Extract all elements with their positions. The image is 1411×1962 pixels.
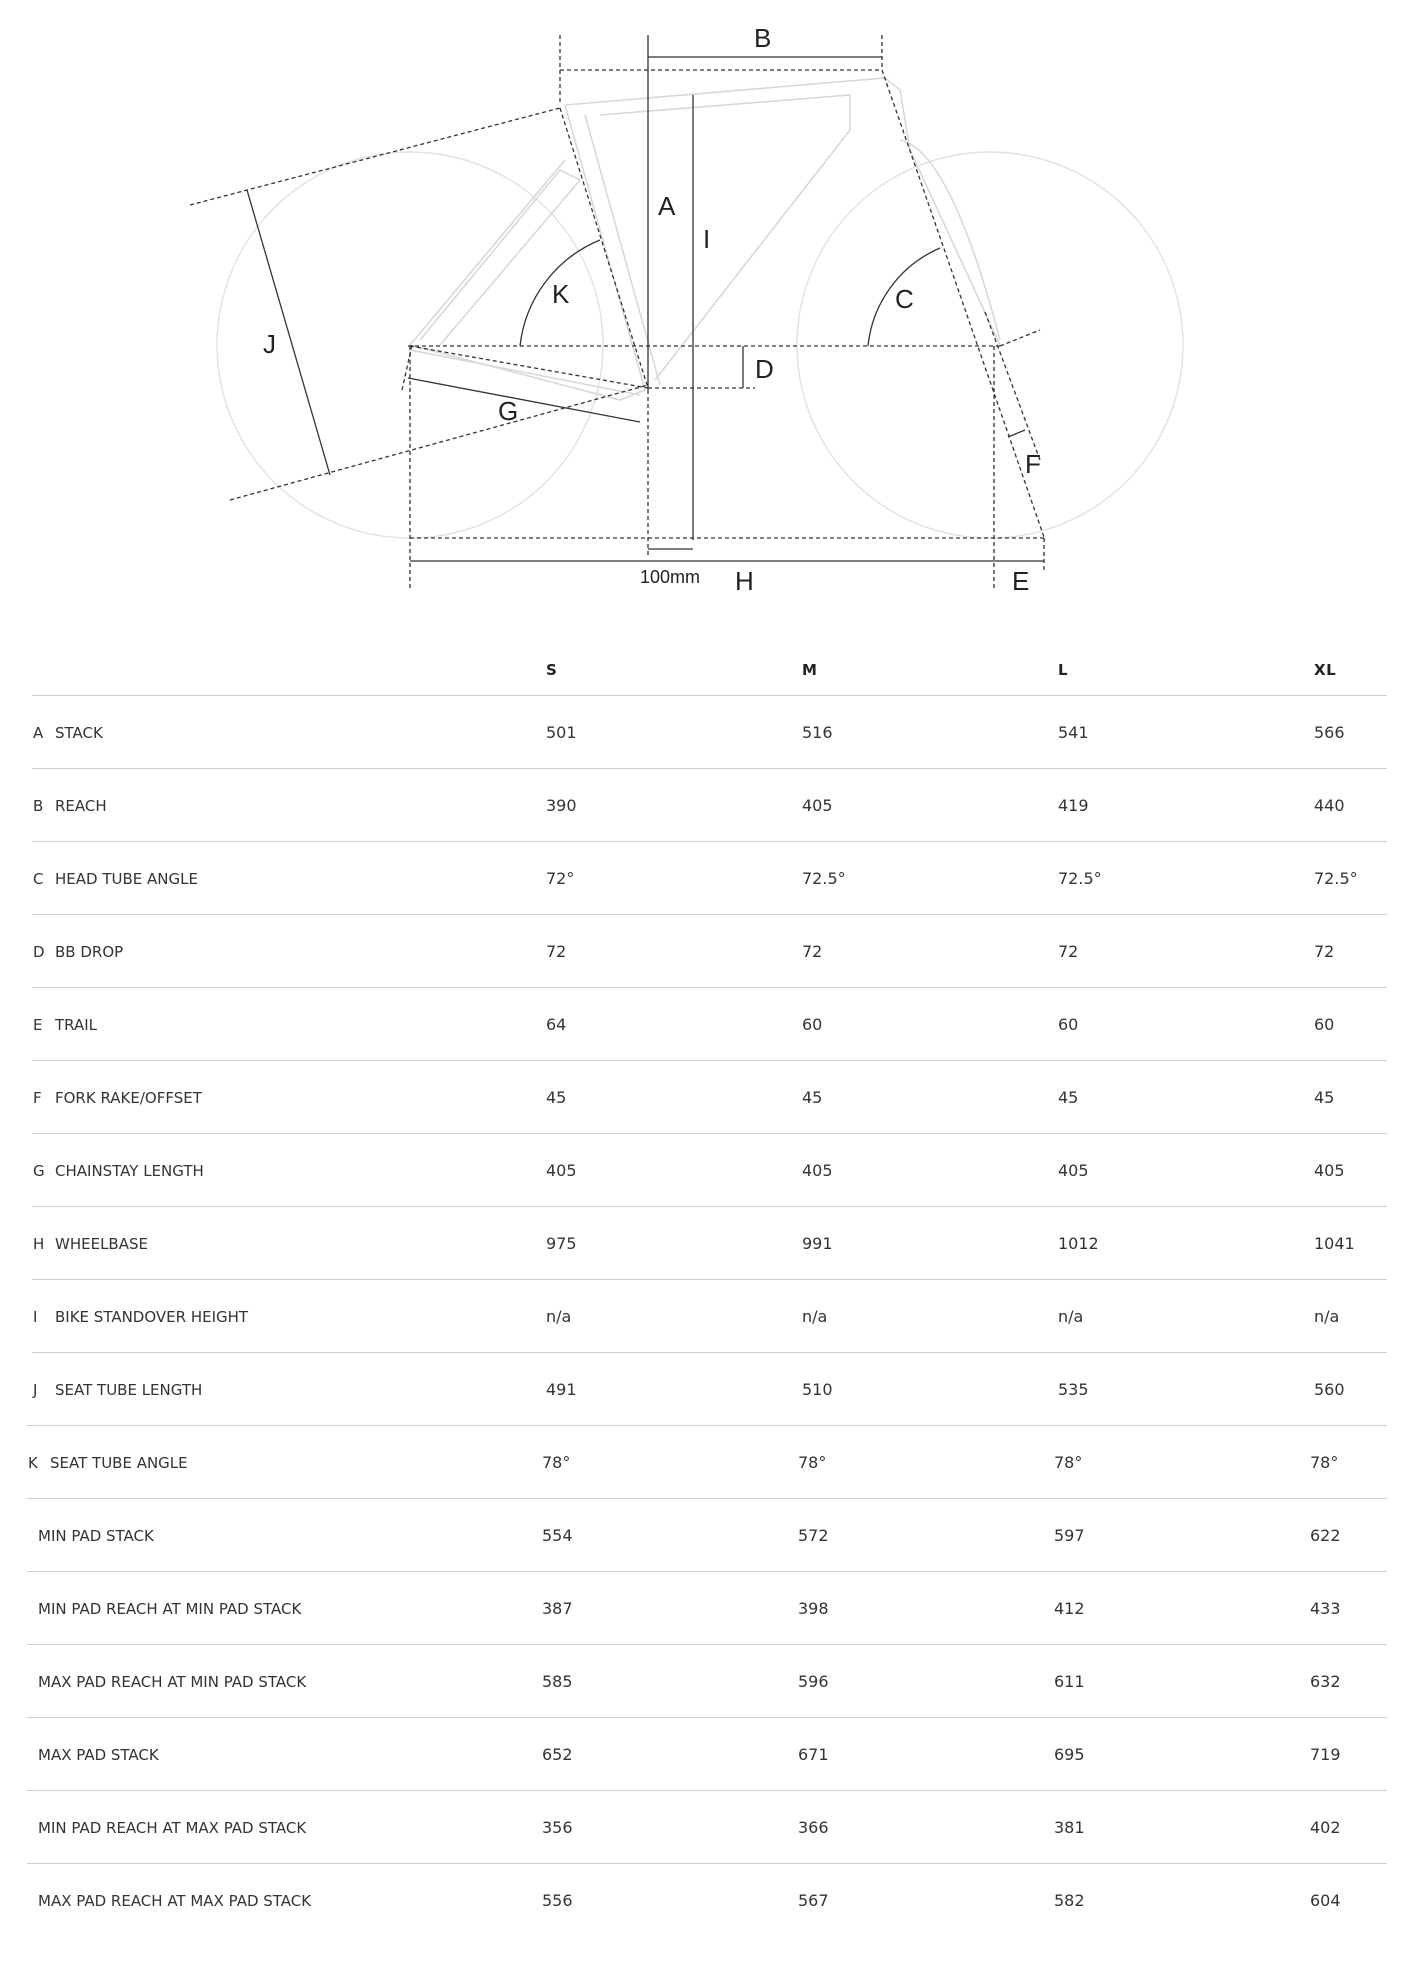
front-wheel	[797, 152, 1183, 538]
label-k: K	[552, 279, 570, 309]
cell-l: 78°	[1054, 1453, 1083, 1472]
row-name: TRAIL	[55, 1016, 98, 1034]
row-letter: B	[33, 797, 44, 815]
column-header-l: L	[1058, 661, 1069, 679]
cell-xl: n/a	[1314, 1307, 1340, 1326]
cell-l: 381	[1054, 1818, 1085, 1837]
cell-s: 72	[546, 942, 567, 961]
row-name: SEAT TUBE LENGTH	[55, 1381, 203, 1399]
table-row	[0, 914, 1411, 987]
row-label	[33, 1016, 97, 1034]
row-name: BB DROP	[55, 943, 124, 961]
row-name: REACH	[55, 797, 107, 815]
row-name: MIN PAD STACK	[38, 1527, 154, 1545]
row-divider	[32, 768, 1387, 769]
table-header	[0, 640, 1411, 695]
row-label	[38, 1892, 311, 1910]
cell-xl: 433	[1310, 1599, 1341, 1618]
cell-s: 64	[546, 1015, 567, 1034]
cell-l: 535	[1058, 1380, 1089, 1399]
column-header-xl: XL	[1314, 661, 1337, 679]
cell-m: 398	[798, 1599, 829, 1618]
table-row	[0, 1717, 1411, 1790]
table-row	[0, 1571, 1411, 1644]
row-letter: E	[33, 1016, 43, 1034]
cell-s: 585	[542, 1672, 573, 1691]
cell-s: 554	[542, 1526, 573, 1545]
cell-l: n/a	[1058, 1307, 1084, 1326]
row-letter: K	[28, 1454, 38, 1472]
cell-s: 501	[546, 723, 577, 742]
cell-s: 72°	[546, 869, 575, 888]
cell-xl: 72.5°	[1314, 869, 1358, 888]
cell-xl: 45	[1314, 1088, 1335, 1107]
row-divider	[32, 914, 1387, 915]
cell-l: 541	[1058, 723, 1089, 742]
cell-s: 652	[542, 1745, 573, 1764]
cell-l: 582	[1054, 1891, 1085, 1910]
row-label	[38, 1527, 154, 1545]
row-divider	[32, 695, 1387, 696]
cell-s: 78°	[542, 1453, 571, 1472]
row-label	[33, 1381, 202, 1399]
row-divider	[32, 987, 1387, 988]
row-letter: D	[33, 943, 45, 961]
row-letter: C	[33, 870, 44, 888]
cell-s: 45	[546, 1088, 567, 1107]
row-label	[38, 1673, 306, 1691]
table-row	[0, 1279, 1411, 1352]
row-name: HEAD TUBE ANGLE	[55, 870, 198, 888]
cell-m: 366	[798, 1818, 829, 1837]
cell-xl: 440	[1314, 796, 1345, 815]
label-c: C	[895, 284, 914, 314]
row-divider	[27, 1863, 1387, 1864]
cell-l: 72.5°	[1058, 869, 1102, 888]
cell-l: 611	[1054, 1672, 1085, 1691]
column-header-m: M	[802, 661, 818, 679]
row-divider	[32, 1133, 1387, 1134]
cell-m: 72	[802, 942, 823, 961]
cell-m: n/a	[802, 1307, 828, 1326]
cell-l: 597	[1054, 1526, 1085, 1545]
table-row	[0, 1863, 1411, 1936]
row-letter: H	[33, 1235, 45, 1253]
table-row	[0, 768, 1411, 841]
cell-m: 78°	[798, 1453, 827, 1472]
cell-s: 356	[542, 1818, 573, 1837]
table-row	[0, 1644, 1411, 1717]
table-row	[0, 1133, 1411, 1206]
row-letter: A	[33, 724, 44, 742]
row-label	[33, 1089, 202, 1107]
row-label	[33, 724, 103, 742]
row-divider	[32, 1279, 1387, 1280]
table-row	[0, 1498, 1411, 1571]
table-row	[0, 1790, 1411, 1863]
cell-m: 510	[802, 1380, 833, 1399]
row-name: MAX PAD REACH AT MIN PAD STACK	[38, 1673, 307, 1691]
row-divider	[27, 1717, 1387, 1718]
cell-xl: 402	[1310, 1818, 1341, 1837]
row-letter: G	[33, 1162, 45, 1180]
row-name: WHEELBASE	[55, 1235, 148, 1253]
row-letter: I	[33, 1308, 38, 1326]
table-row	[0, 987, 1411, 1060]
row-divider	[32, 1352, 1387, 1353]
label-i: I	[703, 224, 711, 254]
cell-xl: 405	[1314, 1161, 1345, 1180]
cell-s: 405	[546, 1161, 577, 1180]
label-d: D	[755, 354, 774, 384]
row-label	[33, 1235, 148, 1253]
cell-m: 405	[802, 1161, 833, 1180]
row-name: MAX PAD REACH AT MAX PAD STACK	[38, 1892, 312, 1910]
cell-xl: 622	[1310, 1526, 1341, 1545]
row-label	[38, 1746, 159, 1764]
cell-m: 572	[798, 1526, 829, 1545]
row-name: STACK	[55, 724, 103, 742]
cell-l: 419	[1058, 796, 1089, 815]
cell-l: 405	[1058, 1161, 1089, 1180]
row-label	[38, 1819, 306, 1837]
row-label	[33, 943, 123, 961]
cell-l: 72	[1058, 942, 1079, 961]
cell-s: 556	[542, 1891, 573, 1910]
row-name: SEAT TUBE ANGLE	[50, 1454, 188, 1472]
cell-m: 671	[798, 1745, 829, 1764]
cell-xl: 78°	[1310, 1453, 1339, 1472]
row-name: MIN PAD REACH AT MAX PAD STACK	[38, 1819, 307, 1837]
row-divider	[32, 1060, 1387, 1061]
row-label	[38, 1600, 301, 1618]
cell-xl: 60	[1314, 1015, 1335, 1034]
column-header-s: S	[546, 661, 558, 679]
row-letter: J	[33, 1381, 38, 1399]
row-divider	[27, 1498, 1387, 1499]
row-divider	[27, 1571, 1387, 1572]
cell-l: 695	[1054, 1745, 1085, 1764]
cell-m: 405	[802, 796, 833, 815]
cell-m: 596	[798, 1672, 829, 1691]
cell-s: n/a	[546, 1307, 572, 1326]
cell-xl: 719	[1310, 1745, 1341, 1764]
row-divider	[27, 1790, 1387, 1791]
cell-xl: 560	[1314, 1380, 1345, 1399]
table-row	[0, 695, 1411, 768]
table-row	[0, 1060, 1411, 1133]
row-divider	[32, 841, 1387, 842]
row-name: CHAINSTAY LENGTH	[55, 1162, 204, 1180]
cell-xl: 1041	[1314, 1234, 1355, 1253]
label-j: J	[263, 329, 276, 359]
row-name: MIN PAD REACH AT MIN PAD STACK	[38, 1600, 302, 1618]
dimension-lines	[190, 35, 1045, 590]
cell-xl: 566	[1314, 723, 1345, 742]
cell-l: 412	[1054, 1599, 1085, 1618]
cell-m: 516	[802, 723, 833, 742]
row-divider	[27, 1425, 1387, 1426]
label-a: A	[658, 191, 676, 221]
cell-m: 567	[798, 1891, 829, 1910]
bike-geometry-diagram	[0, 0, 1411, 600]
row-name: MAX PAD STACK	[38, 1746, 159, 1764]
cell-xl: 72	[1314, 942, 1335, 961]
table-row	[0, 1425, 1411, 1498]
label-h: H	[735, 566, 754, 596]
cell-xl: 604	[1310, 1891, 1341, 1910]
cell-s: 390	[546, 796, 577, 815]
cell-xl: 632	[1310, 1672, 1341, 1691]
label-g: G	[498, 396, 519, 426]
row-divider	[27, 1644, 1387, 1645]
cell-m: 45	[802, 1088, 823, 1107]
label-100mm: 100mm	[640, 567, 701, 587]
label-b: B	[754, 23, 772, 53]
cell-m: 991	[802, 1234, 833, 1253]
row-label	[33, 870, 198, 888]
row-label	[28, 1454, 188, 1472]
row-name: BIKE STANDOVER HEIGHT	[55, 1308, 249, 1326]
cell-s: 491	[546, 1380, 577, 1399]
cell-m: 72.5°	[802, 869, 846, 888]
row-letter: F	[33, 1089, 42, 1107]
row-label	[33, 1162, 204, 1180]
cell-l: 60	[1058, 1015, 1079, 1034]
row-label	[33, 1308, 248, 1326]
table-row	[0, 1352, 1411, 1425]
cell-m: 60	[802, 1015, 823, 1034]
cell-l: 45	[1058, 1088, 1079, 1107]
row-label	[33, 797, 107, 815]
row-name: FORK RAKE/OFFSET	[55, 1089, 202, 1107]
label-f: F	[1025, 449, 1041, 479]
cell-s: 387	[542, 1599, 573, 1618]
row-divider	[32, 1206, 1387, 1207]
label-e: E	[1012, 566, 1030, 596]
cell-l: 1012	[1058, 1234, 1099, 1253]
cell-s: 975	[546, 1234, 577, 1253]
table-row	[0, 841, 1411, 914]
table-row	[0, 1206, 1411, 1279]
